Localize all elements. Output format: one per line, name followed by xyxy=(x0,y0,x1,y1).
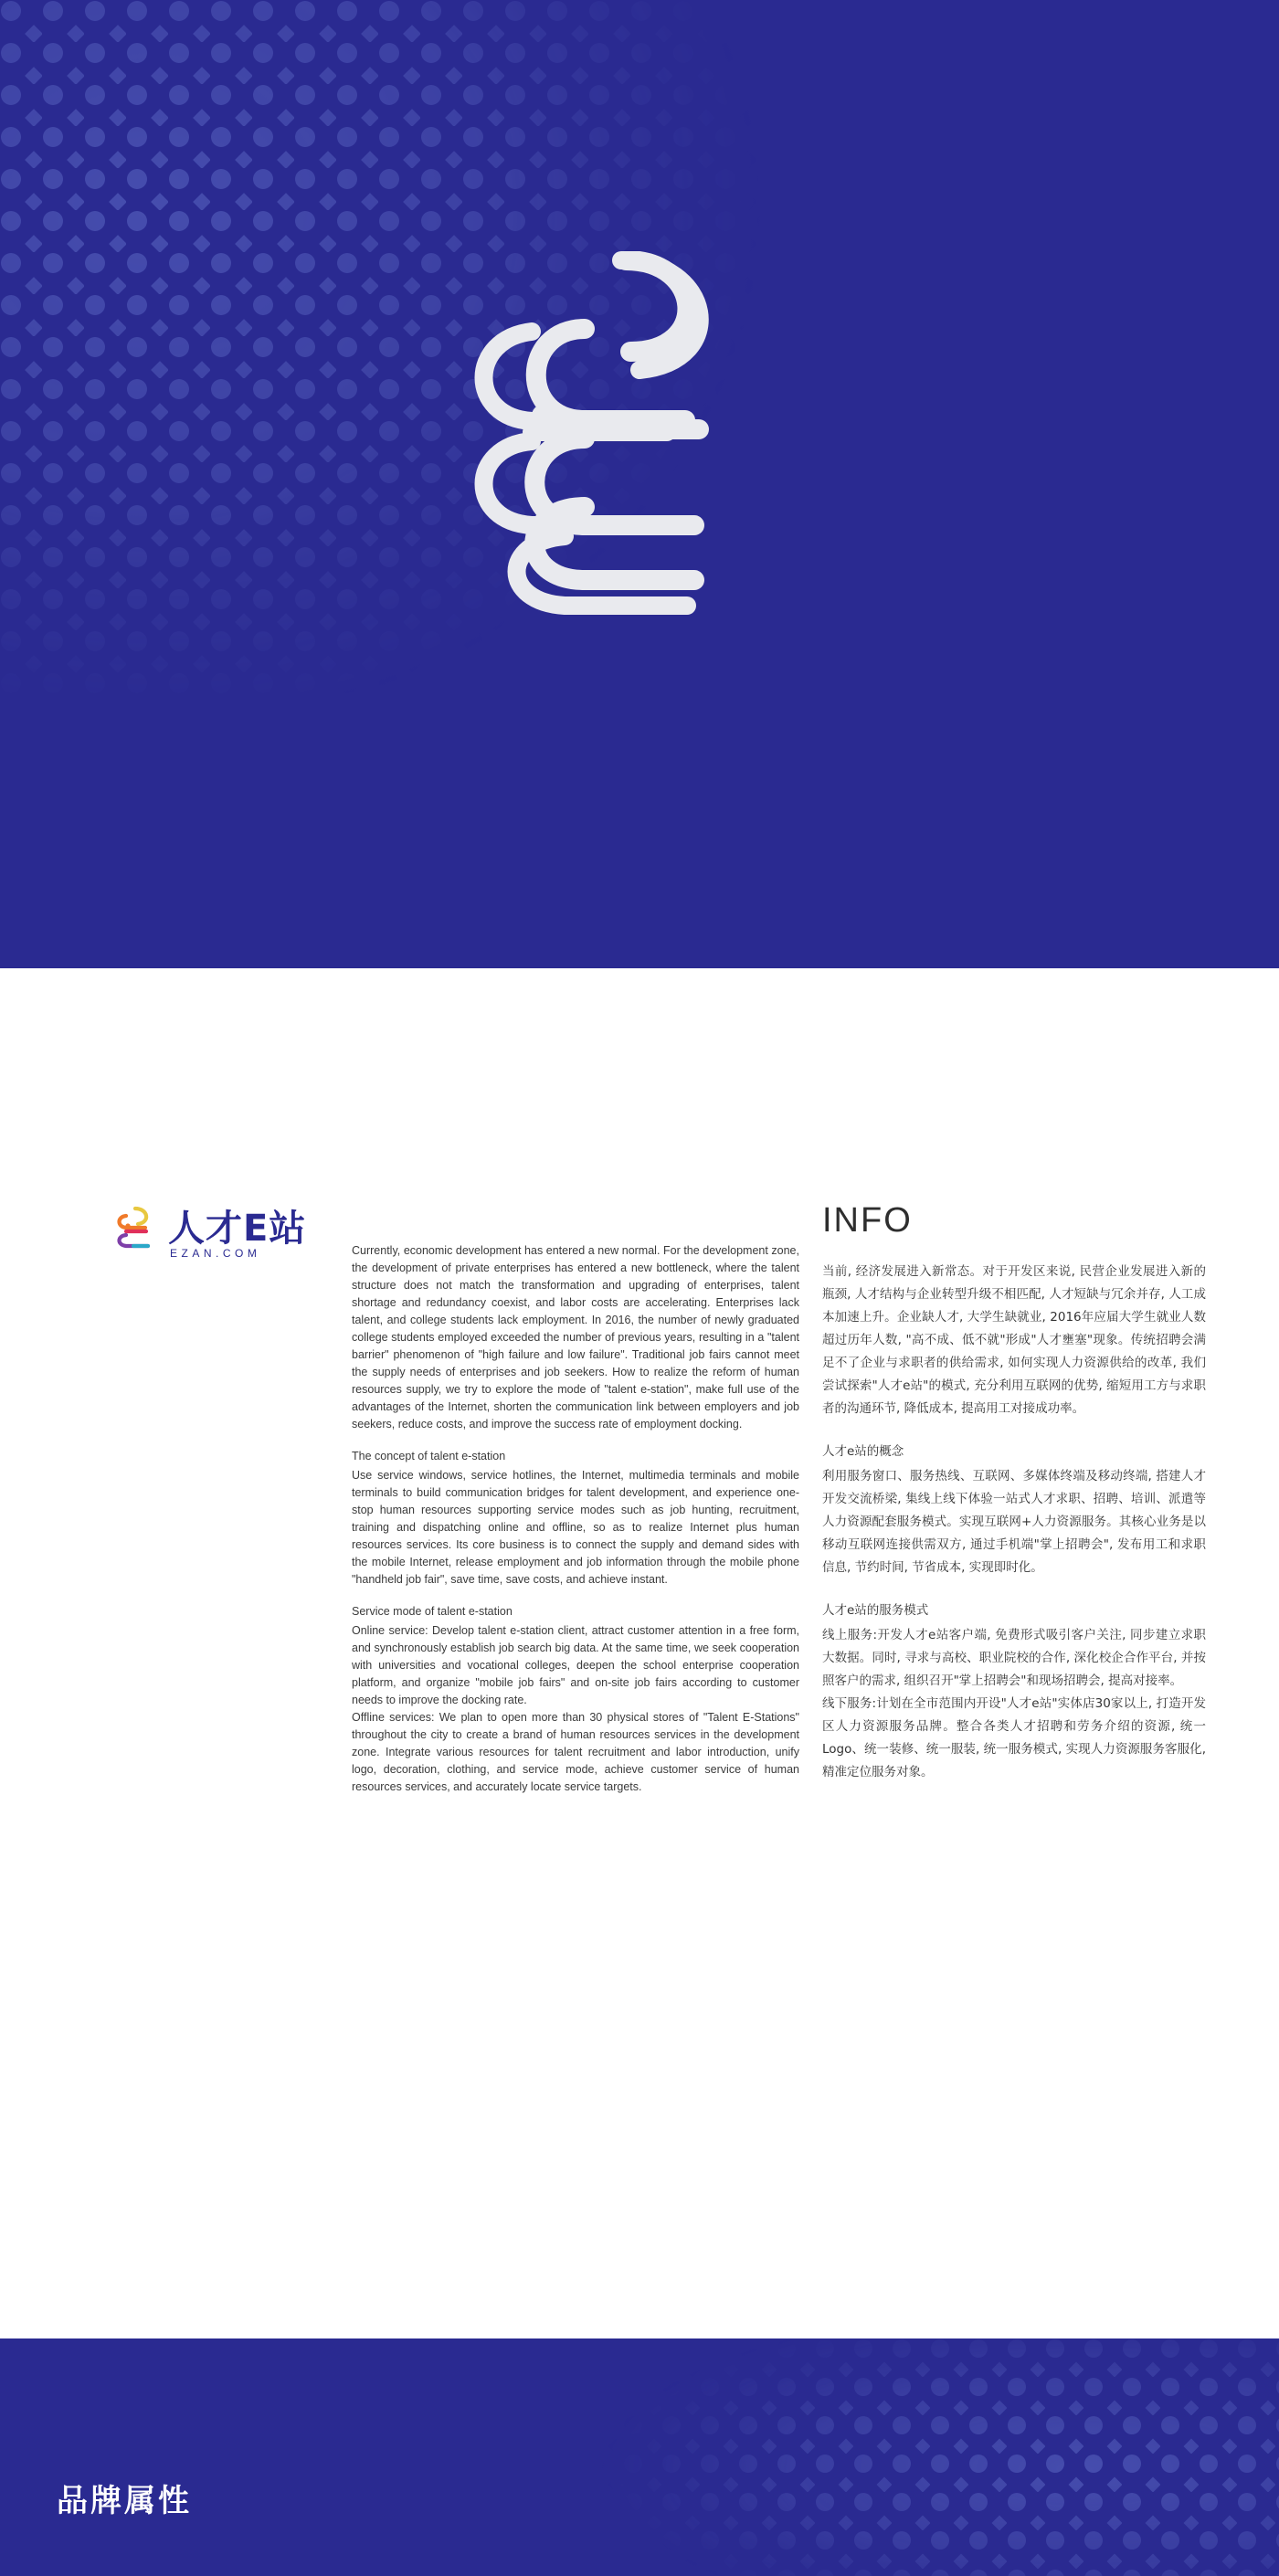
footer-section xyxy=(0,2338,1279,2576)
chinese-concept-body: 利用服务窗口、服务热线、互联网、多媒体终端及移动终端, 搭建人才开发交流桥梁, 集线上线下体验一站式人才求职、招聘、培训、派遣等人力资源配套服务模式。实现互联网+人力资源服务。其核心业务是以移动互联网连接供需双方, 通过手机端"掌上招聘会", 发布用工和求职信息, 节约时间, 节省成本, 实现即时化。 xyxy=(822,1469,1206,1575)
hero-section xyxy=(0,0,1279,968)
footer-dot-pattern-decoration xyxy=(585,2338,1279,2576)
english-intro: Currently, economic development has entered a new normal. For the development zone, the development of private enterprises has entered a new bottleneck, where the talent structure does not match the transformation and upgrading of enterprises, talent shortage and redundancy coexist, and labor costs are accelerating. Enterprises lack talent, and college students lack employment. In 2016, the number of newly graduated college students employed exceeded the number of previous years, resulting in a "talent barrier" phenomenon of "high failure and low failure". Traditional job fairs cannot meet the supply needs of enterprises and job seekers. How to realize the reform of human resources supply, we try to explore the mode of "talent e-station", make full use of the advantages of the Internet, shorten the communication link between employers and job seekers, reduce costs, and improve the success rate of employment docking. xyxy=(352,1244,799,1431)
english-service-offline: Offline services: We plan to open more than 30 physical stores of "Talent E-Stations" throughout the city to create a brand of human resources services in the development zone. Integrate various resources for talent recruitment and labor introduction, unify logo, decoration, clothing, and service mode, achieve customer service of human resources services, and accurately locate service targets. xyxy=(352,1711,799,1793)
ezan-e-logo-icon xyxy=(111,1203,163,1254)
ezan-monogram-icon xyxy=(429,251,813,617)
info-heading: INFO xyxy=(822,1201,913,1240)
brand-name-cn: 人才E站 xyxy=(168,1208,307,1250)
brand-domain: EZAN.COM xyxy=(170,1247,261,1260)
chinese-service-offline: 线下服务:计划在全市范围内开设"人才e站"实体店30家以上, 打造开发区人力资源服务品牌。整合各类人才招聘和劳务介绍的资源, 统一Logo、统一装修、统一服装, 统一服务模式, 实现人力资源服务客服化, 精准定位服务对象。 xyxy=(822,1696,1206,1779)
english-service-title: Service mode of talent e-station xyxy=(352,1605,513,1618)
chinese-copy-column xyxy=(822,1261,1206,1804)
chinese-service-title: 人才e站的服务模式 xyxy=(822,1603,929,1618)
brand-logo-block xyxy=(111,1201,322,1274)
footer-title: 品牌属性 xyxy=(57,2483,192,2519)
english-copy-column xyxy=(352,1242,799,1811)
chinese-concept-title: 人才e站的概念 xyxy=(822,1444,904,1459)
content-section xyxy=(0,968,1279,2338)
english-concept-title: The concept of talent e-station xyxy=(352,1450,506,1462)
english-concept-body: Use service windows, service hotlines, the Internet, multimedia terminals and mobile terminals to build communication bridges for talent development, and experience one-stop human resources supporting service modes such as job hunting, recruitment, training and dispatching online and offline, so as to realize Internet plus human resources services. Its core business is to connect the supply and demand sides with the mobile Internet, release employment and job information through the mobile phone "handheld job fair", save time, save costs, and achieve instant. xyxy=(352,1469,799,1586)
chinese-service-online: 线上服务:开发人才e站客户端, 免费形式吸引客户关注, 同步建立求职大数据。同时, 寻求与高校、职业院校的合作, 深化校企合作平台, 并按照客户的需求, 组织召开"掌上招聘会"和现场招聘会, 提高对接率。 xyxy=(822,1628,1206,1688)
english-service-online: Online service: Develop talent e-station client, attract customer attention in a free form, and synchronously establish job search big data. At the same time, we seek cooperation with universities and vocational colleges, deepen the school enterprise cooperation platform, and organize "mobile job fairs" and on-site job fairs according to customer needs to improve the docking rate. xyxy=(352,1624,799,1706)
chinese-intro: 当前, 经济发展进入新常态。对于开发区来说, 民营企业发展进入新的瓶颈, 人才结构与企业转型升级不相匹配, 人才短缺与冗余并存, 人工成本加速上升。企业缺人才, 大学生缺就业, 2016年应届大学生就业人数超过历年人数, "高不成、低不就"形成"人才壅塞"现象。传统招聘会满足不了企业与求职者的供给需求, 如何实现人力资源供给的改革, 我们尝试探索"人才e站"的模式, 充分利用互联网的优势, 缩短用工方与求职者的沟通环节, 降低成本, 提高用工对接成功率。 xyxy=(822,1264,1206,1416)
